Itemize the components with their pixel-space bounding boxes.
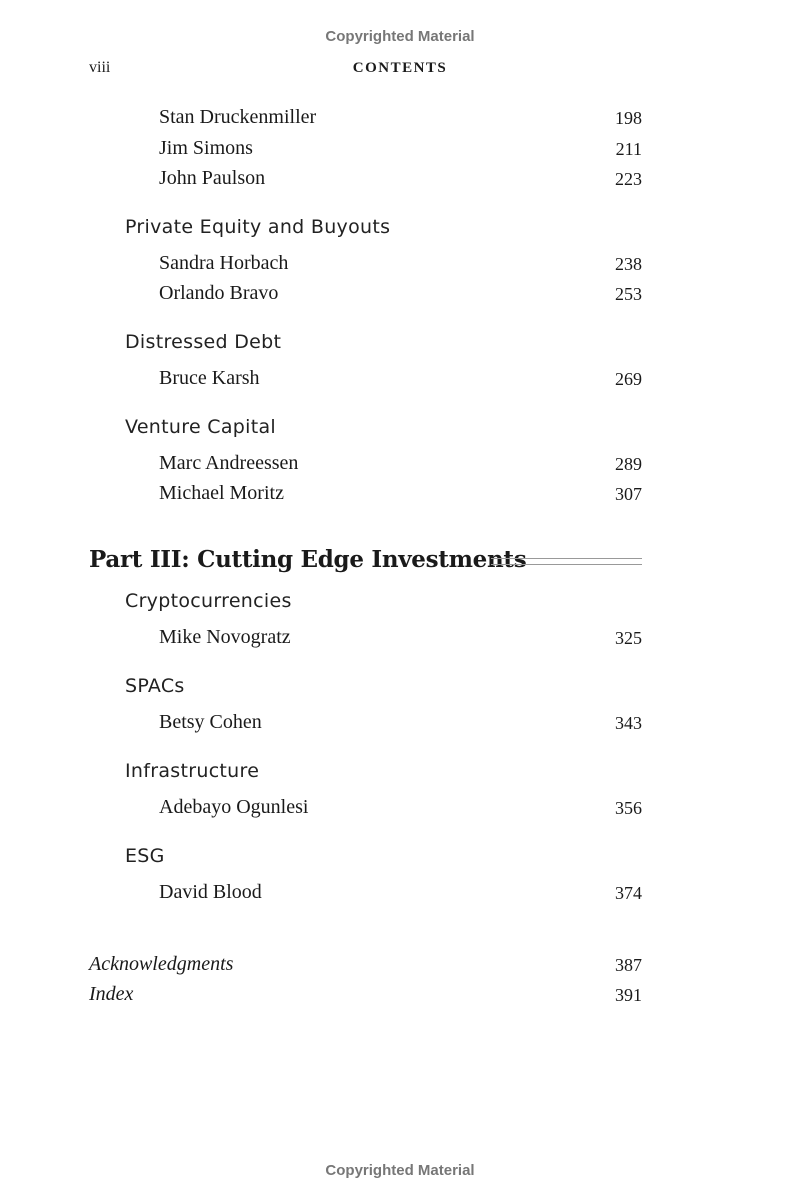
toc-entry-page: 307	[615, 484, 642, 504]
section-heading: SPACs	[125, 675, 185, 697]
section-heading: Venture Capital	[125, 416, 276, 438]
toc-entry-page: 238	[615, 254, 642, 274]
toc-entry-name: Bruce Karsh	[159, 367, 260, 389]
toc-entry-page: 289	[615, 454, 642, 474]
section-heading: Private Equity and Buyouts	[125, 216, 391, 238]
toc-entry-name: David Blood	[159, 881, 262, 903]
section-heading: Infrastructure	[125, 760, 260, 782]
page-number: viii	[89, 59, 111, 76]
toc-entry-name: Sandra Horbach	[159, 252, 289, 274]
section-heading: ESG	[125, 845, 165, 867]
toc-entry-page: 269	[615, 369, 642, 389]
toc-entry-name: Jim Simons	[159, 137, 253, 159]
toc-entry-page: 356	[615, 798, 642, 818]
toc-entry-name: Adebayo Ogunlesi	[159, 796, 309, 818]
running-head: CONTENTS	[352, 60, 448, 76]
back-matter-name: Acknowledgments	[89, 953, 234, 975]
part-rule	[491, 558, 642, 565]
watermark-top: Copyrighted Material	[325, 28, 475, 45]
toc-entry-page: 223	[615, 169, 642, 189]
toc-entry-page: 374	[615, 883, 642, 903]
part-heading: Part III: Cutting Edge Investments	[89, 546, 527, 573]
toc-entry-name: Betsy Cohen	[159, 711, 262, 733]
back-matter-name: Index	[89, 983, 134, 1005]
toc-entry-name: Mike Novogratz	[159, 626, 291, 648]
toc-entry-page: 198	[615, 108, 642, 128]
toc-entry-page: 343	[615, 713, 642, 733]
section-heading: Distressed Debt	[125, 331, 282, 353]
toc-entry-name: Stan Druckenmiller	[159, 106, 317, 128]
toc-entry-page: 253	[615, 284, 642, 304]
back-matter-page: 391	[615, 985, 642, 1005]
toc-entry-name: Michael Moritz	[159, 482, 284, 504]
toc-entry-page: 325	[615, 628, 642, 648]
toc-entry-name: John Paulson	[159, 167, 266, 189]
section-heading: Cryptocurrencies	[125, 590, 292, 612]
toc-entry-page: 211	[615, 139, 642, 159]
watermark-bottom: Copyrighted Material	[325, 1162, 475, 1179]
toc-entry-name: Orlando Bravo	[159, 282, 279, 304]
back-matter-page: 387	[615, 955, 642, 975]
toc-entry-name: Marc Andreessen	[159, 452, 299, 474]
